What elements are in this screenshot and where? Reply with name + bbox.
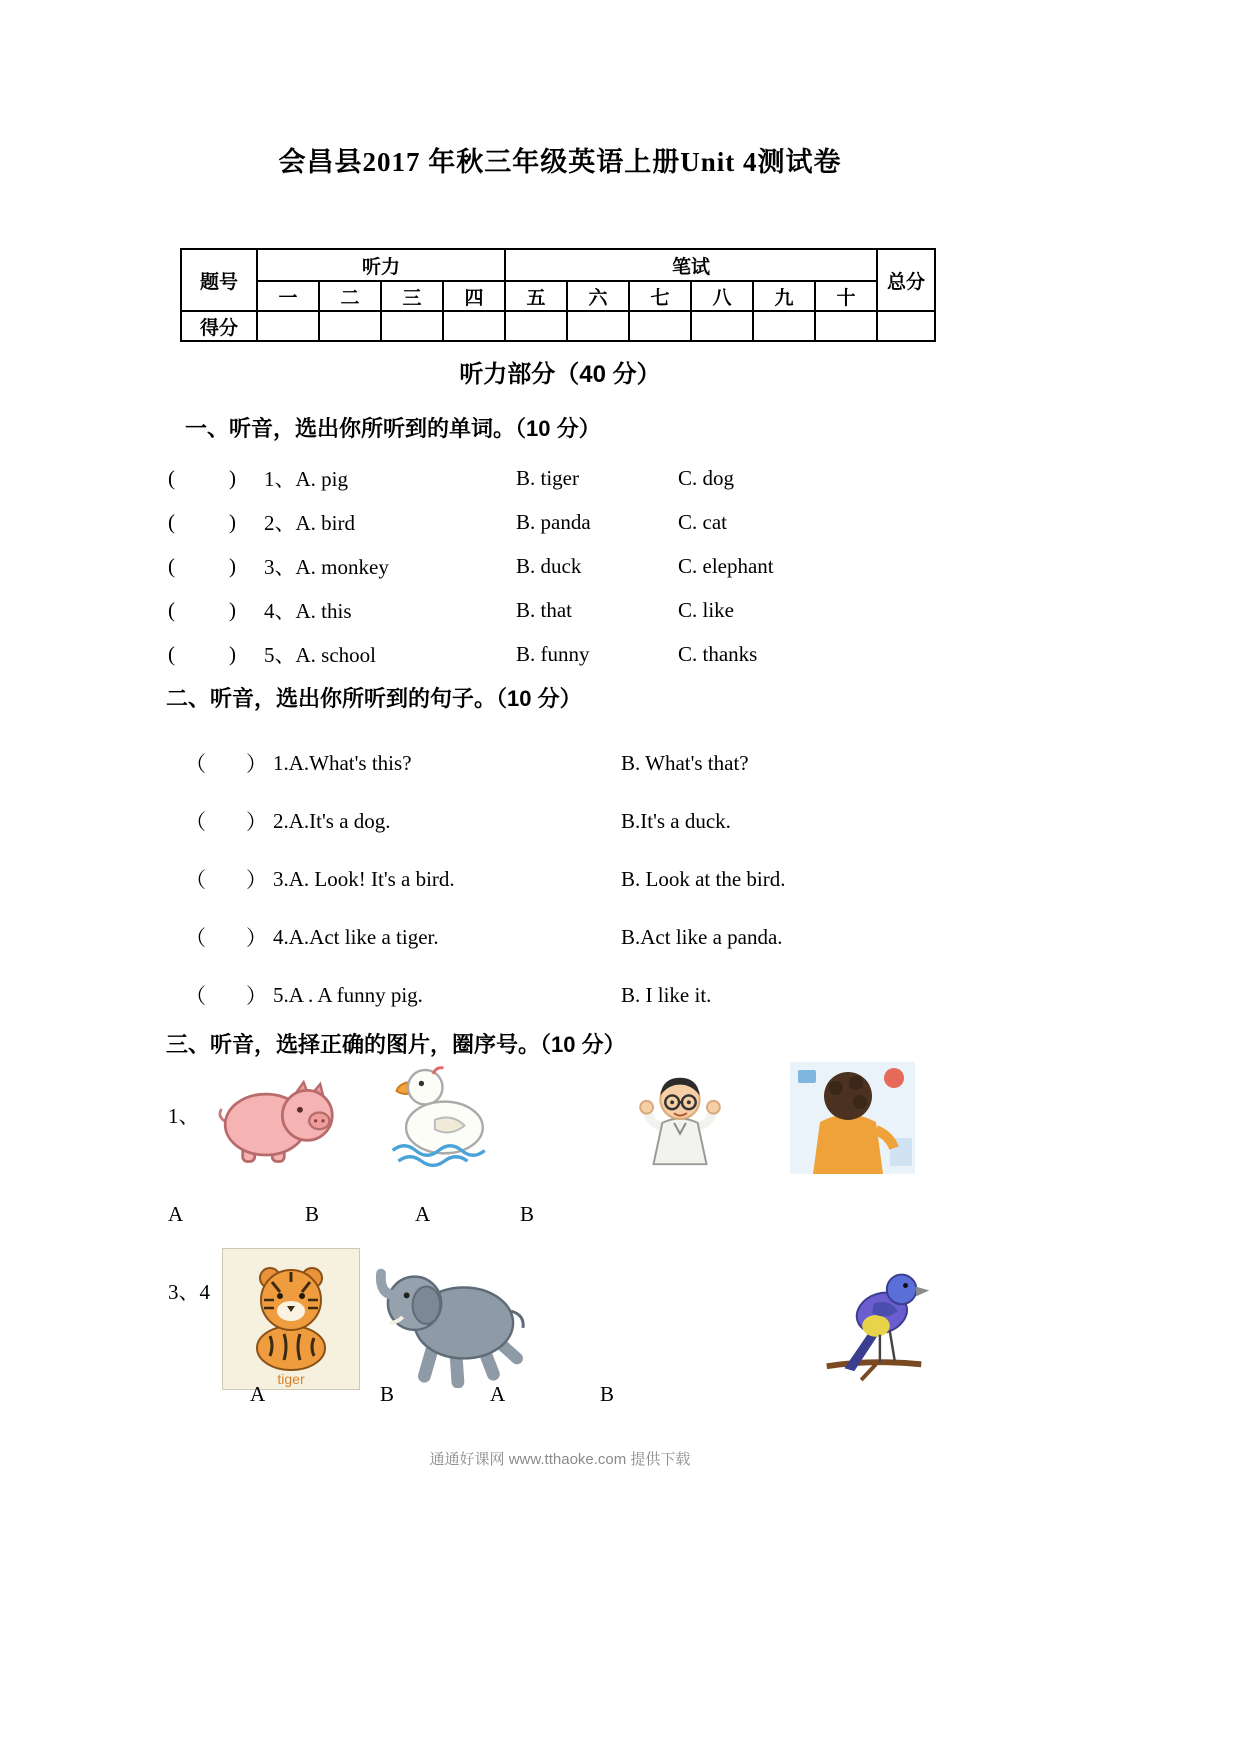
option-a: 4.A.Act like a tiger. <box>273 924 439 949</box>
score-table-col: 八 <box>691 281 753 311</box>
paren-close: ) <box>229 597 236 622</box>
pig-image <box>215 1068 335 1176</box>
score-cell <box>319 311 381 341</box>
word-question-row <box>168 544 1028 588</box>
picture-row-1 <box>168 1062 1068 1182</box>
option-b: B. duck <box>516 553 582 578</box>
score-table-listening-label: 听力 <box>257 249 505 281</box>
paren-close: ） <box>246 926 267 950</box>
duck-image <box>385 1062 500 1175</box>
option-b: B. that <box>516 597 572 622</box>
boy-image <box>620 1064 740 1179</box>
score-table-score-label: 得分 <box>181 311 257 341</box>
score-cell <box>815 311 877 341</box>
sentence-question-row <box>185 850 985 908</box>
answer-paren <box>185 748 267 778</box>
paren-open: ( <box>168 597 175 622</box>
score-cell-total <box>877 311 935 341</box>
option-c: C. thanks <box>678 641 758 666</box>
choice-letter: B <box>305 1202 320 1226</box>
option-b: B.It's a duck. <box>621 808 731 833</box>
word-question-row <box>168 632 1028 676</box>
option-a: 1.A.What's this? <box>273 750 412 775</box>
score-cell <box>505 311 567 341</box>
score-cell <box>381 311 443 341</box>
page-title: 会昌县2017 年秋三年级英语上册Unit 4测试卷 <box>278 147 842 177</box>
score-cell <box>567 311 629 341</box>
tiger-caption: tiger <box>277 1371 305 1387</box>
score-table-written-label: 笔试 <box>505 249 877 281</box>
paren-close: ) <box>229 509 236 534</box>
paren-close: ) <box>229 553 236 578</box>
score-table-col: 一 <box>257 281 319 311</box>
score-cell <box>257 311 319 341</box>
option-a: 4、A. this <box>264 599 352 623</box>
section2-questions <box>185 734 985 1024</box>
choice-letter: A <box>490 1382 506 1406</box>
paren-close: ） <box>246 868 267 892</box>
answer-paren <box>168 510 236 535</box>
picture-row2-label: 3、4 <box>168 1280 210 1304</box>
choice-letter: B <box>380 1382 395 1406</box>
score-table-col: 四 <box>443 281 505 311</box>
option-b: B. What's that? <box>621 750 749 775</box>
paren-close: ） <box>246 984 267 1008</box>
score-cell <box>443 311 505 341</box>
answer-paren <box>168 642 236 667</box>
sentence-question-row <box>185 734 985 792</box>
option-a: 2、A. bird <box>264 511 355 535</box>
bird-image <box>816 1252 931 1387</box>
paren-open: （ <box>185 752 206 776</box>
answer-paren <box>168 554 236 579</box>
tiger-image <box>222 1248 360 1395</box>
choice-letter: B <box>520 1202 535 1226</box>
option-a: 2.A.It's a dog. <box>273 808 391 833</box>
paren-close: ) <box>229 641 236 666</box>
option-b: B. I like it. <box>621 982 712 1007</box>
score-table-col: 五 <box>505 281 567 311</box>
score-table-question-number-label: 题号 <box>181 249 257 311</box>
score-table-col: 十 <box>815 281 877 311</box>
score-cell <box>691 311 753 341</box>
listening-section-title: 听力部分（40 分） <box>459 361 661 388</box>
option-c: C. cat <box>678 509 727 534</box>
paren-close: ） <box>246 810 267 834</box>
option-a: 5、A. school <box>264 643 376 667</box>
score-table-col: 二 <box>319 281 381 311</box>
option-c: C. like <box>678 597 734 622</box>
word-question-row <box>168 588 1028 632</box>
option-a: 1、A. pig <box>264 467 348 491</box>
score-cell <box>753 311 815 341</box>
score-table-col: 六 <box>567 281 629 311</box>
paren-open: （ <box>185 926 206 950</box>
option-b: B. funny <box>516 641 590 666</box>
picture-row-2 <box>168 1248 1068 1398</box>
section1-questions <box>168 456 1028 676</box>
score-cell <box>629 311 691 341</box>
word-question-row <box>168 456 1028 500</box>
answer-paren <box>185 864 267 894</box>
sentence-question-row <box>185 966 985 1024</box>
paren-open: ( <box>168 641 175 666</box>
option-c: C. elephant <box>678 553 774 578</box>
answer-paren <box>185 806 267 836</box>
sentence-question-row <box>185 908 985 966</box>
choice-letter: B <box>600 1382 615 1406</box>
option-b: B.Act like a panda. <box>621 924 783 949</box>
section2-heading: 二、听音，选出你所听到的句子。（10 分） <box>166 686 582 711</box>
answer-paren <box>168 466 236 491</box>
option-b: B. tiger <box>516 465 579 490</box>
answer-paren <box>185 922 267 952</box>
option-a: 3.A. Look! It's a bird. <box>273 866 455 891</box>
paren-open: （ <box>185 984 206 1008</box>
paren-close: ） <box>246 752 267 776</box>
picture-row1-letters <box>168 1202 968 1232</box>
score-table <box>180 248 936 342</box>
paren-close: ) <box>229 465 236 490</box>
paren-open: ( <box>168 465 175 490</box>
paren-open: （ <box>185 810 206 834</box>
choice-letter: A <box>415 1202 431 1226</box>
answer-paren <box>168 598 236 623</box>
choice-letter: A <box>250 1382 266 1406</box>
paren-open: ( <box>168 509 175 534</box>
option-b: B. Look at the bird. <box>621 866 786 891</box>
score-table-col: 三 <box>381 281 443 311</box>
answer-paren <box>185 980 267 1010</box>
paren-open: （ <box>185 868 206 892</box>
section1-heading: 一、听音，选出你所听到的单词。（10 分） <box>185 416 601 441</box>
option-a: 5.A . A funny pig. <box>273 982 423 1007</box>
score-table-col: 七 <box>629 281 691 311</box>
child-image <box>790 1062 915 1179</box>
section3-heading: 三、听音，选择正确的图片，圈序号。（10 分） <box>166 1032 626 1057</box>
option-a: 3、A. monkey <box>264 555 389 579</box>
picture-row1-label: 1、 <box>168 1104 200 1128</box>
choice-letter: A <box>168 1202 184 1226</box>
elephant-image <box>372 1252 530 1393</box>
option-c: C. dog <box>678 465 735 490</box>
picture-row2-letters <box>168 1382 968 1412</box>
score-table-col: 九 <box>753 281 815 311</box>
option-b: B. panda <box>516 509 591 534</box>
paren-open: ( <box>168 553 175 578</box>
score-table-total-label: 总分 <box>877 249 935 311</box>
sentence-question-row <box>185 792 985 850</box>
site-footer: 通通好课网 www.tthaoke.com 提供下载 <box>429 1451 691 1468</box>
word-question-row <box>168 500 1028 544</box>
